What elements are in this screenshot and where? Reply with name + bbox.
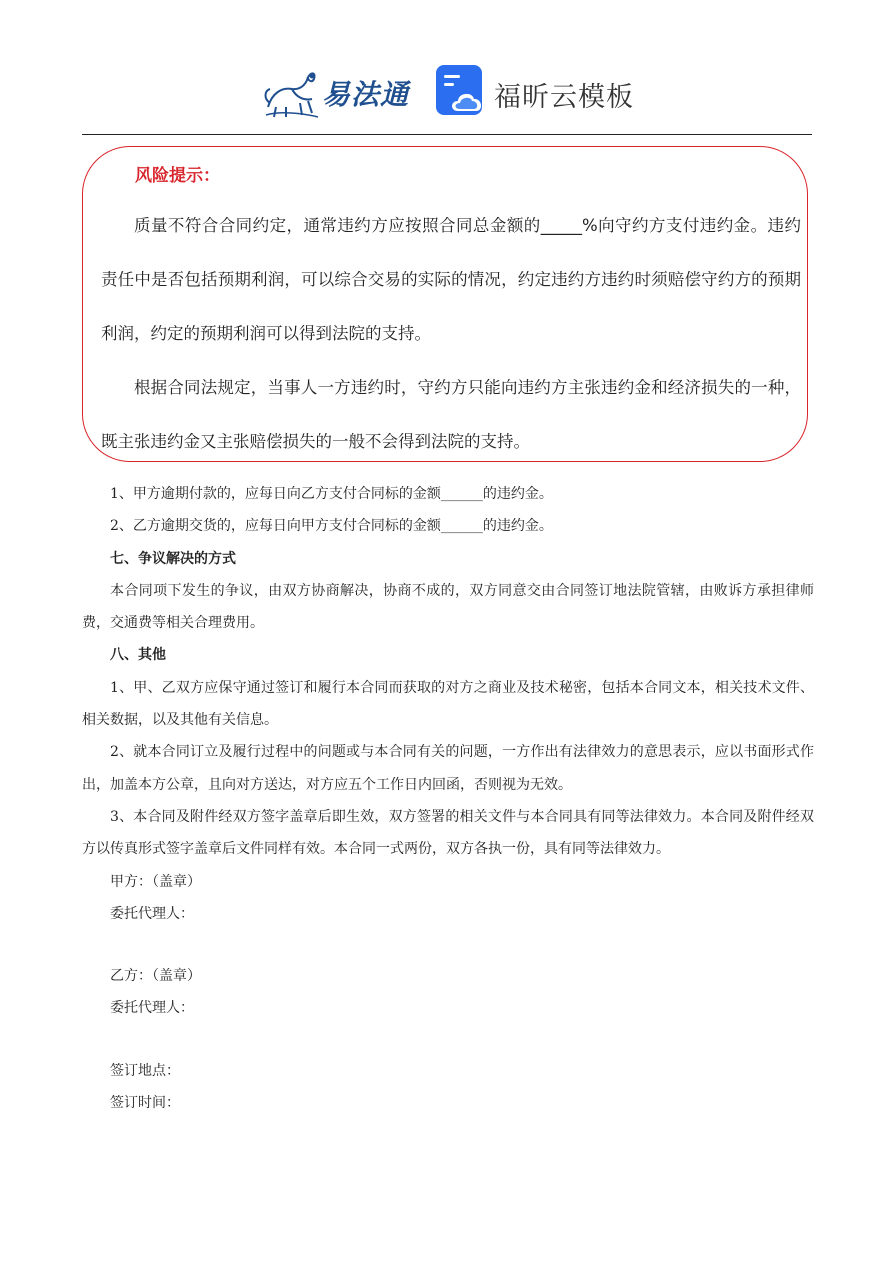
party-b-seal: 乙方：（盖章） [110, 968, 201, 985]
logo-right-text: 福昕云模板 [494, 82, 634, 113]
party-b-agent: 委托代理人： [110, 1000, 194, 1017]
party-a-seal: 甲方：（盖章） [110, 873, 201, 890]
risk-title: 风险提示： [135, 166, 220, 186]
section-8-title: 八、其他 [110, 647, 166, 664]
yifatong-logo [262, 63, 422, 119]
page-header [0, 55, 893, 125]
sign-time: 签订时间： [110, 1095, 180, 1112]
risk-paragraph: 根据合同法规定，当事人一方违约时，守约方只能向违约方主张违约金和经济损失的一种，既主张违约金又主张赔偿损失的一般不会得到法院的支持。 [101, 378, 801, 451]
section-8-item: 2、就本合同订立及履行过程中的问题或与本合同有关的问题，一方作出有法律效力的意思表示，应以书面形式作出，加盖本方公章，且向对方送达，对方应五个工作日内回函，否则视为无效。 [82, 744, 814, 793]
section-7-title: 七、争议解决的方式 [110, 550, 236, 567]
section-8-item: 3、本合同及附件经双方签字盖章后即生效，双方签署的相关文件与本合同具有同等法律效力。本合同及附件经双方以传真形式签字盖章后文件同样有效。本合同一式两份，双方各执一份，具有同等法律效力。 [82, 808, 814, 858]
section-8-item: 1、甲、乙双方应保守通过签订和履行本合同而获取的对方之商业及技术秘密，包括本合同文本，相关技术文件、相关数据，以及其他有关信息。 [82, 679, 814, 729]
qilin-emblem-icon [262, 63, 320, 119]
liability-clause-2: 2、乙方逾期交货的，应每日向甲方支付合同标的金额______的违约金。 [110, 518, 553, 535]
sign-place: 签订地点： [110, 1062, 180, 1079]
header-divider [82, 134, 812, 135]
risk-notice-box [82, 146, 808, 462]
logo-left-text: 易法通 [322, 78, 410, 111]
cloud-document-icon [436, 65, 488, 117]
liability-clause-1: 1、甲方逾期付款的，应每日向乙方支付合同标的金额______的违约金。 [110, 486, 553, 502]
section-7-text: 本合同项下发生的争议，由双方协商解决，协商不成的，双方同意交由合同签订地法院管辖，由败诉方承担律师费，交通费等相关合理费用。 [82, 582, 814, 632]
spacer [82, 930, 814, 960]
risk-text [101, 199, 801, 469]
spacer [82, 1025, 814, 1055]
contract-body [82, 478, 814, 1119]
risk-paragraph: 质量不符合合同约定，通常违约方应按照合同总金额的_____%向守约方支付违约金。违约责任中是否包括预期利润，可以综合交易的实际的情况，约定违约方违约时须赔偿守约方的预期利润，约定的预期利润可以得到法院的支持。 [101, 216, 801, 343]
party-a-agent: 委托代理人： [110, 905, 194, 922]
